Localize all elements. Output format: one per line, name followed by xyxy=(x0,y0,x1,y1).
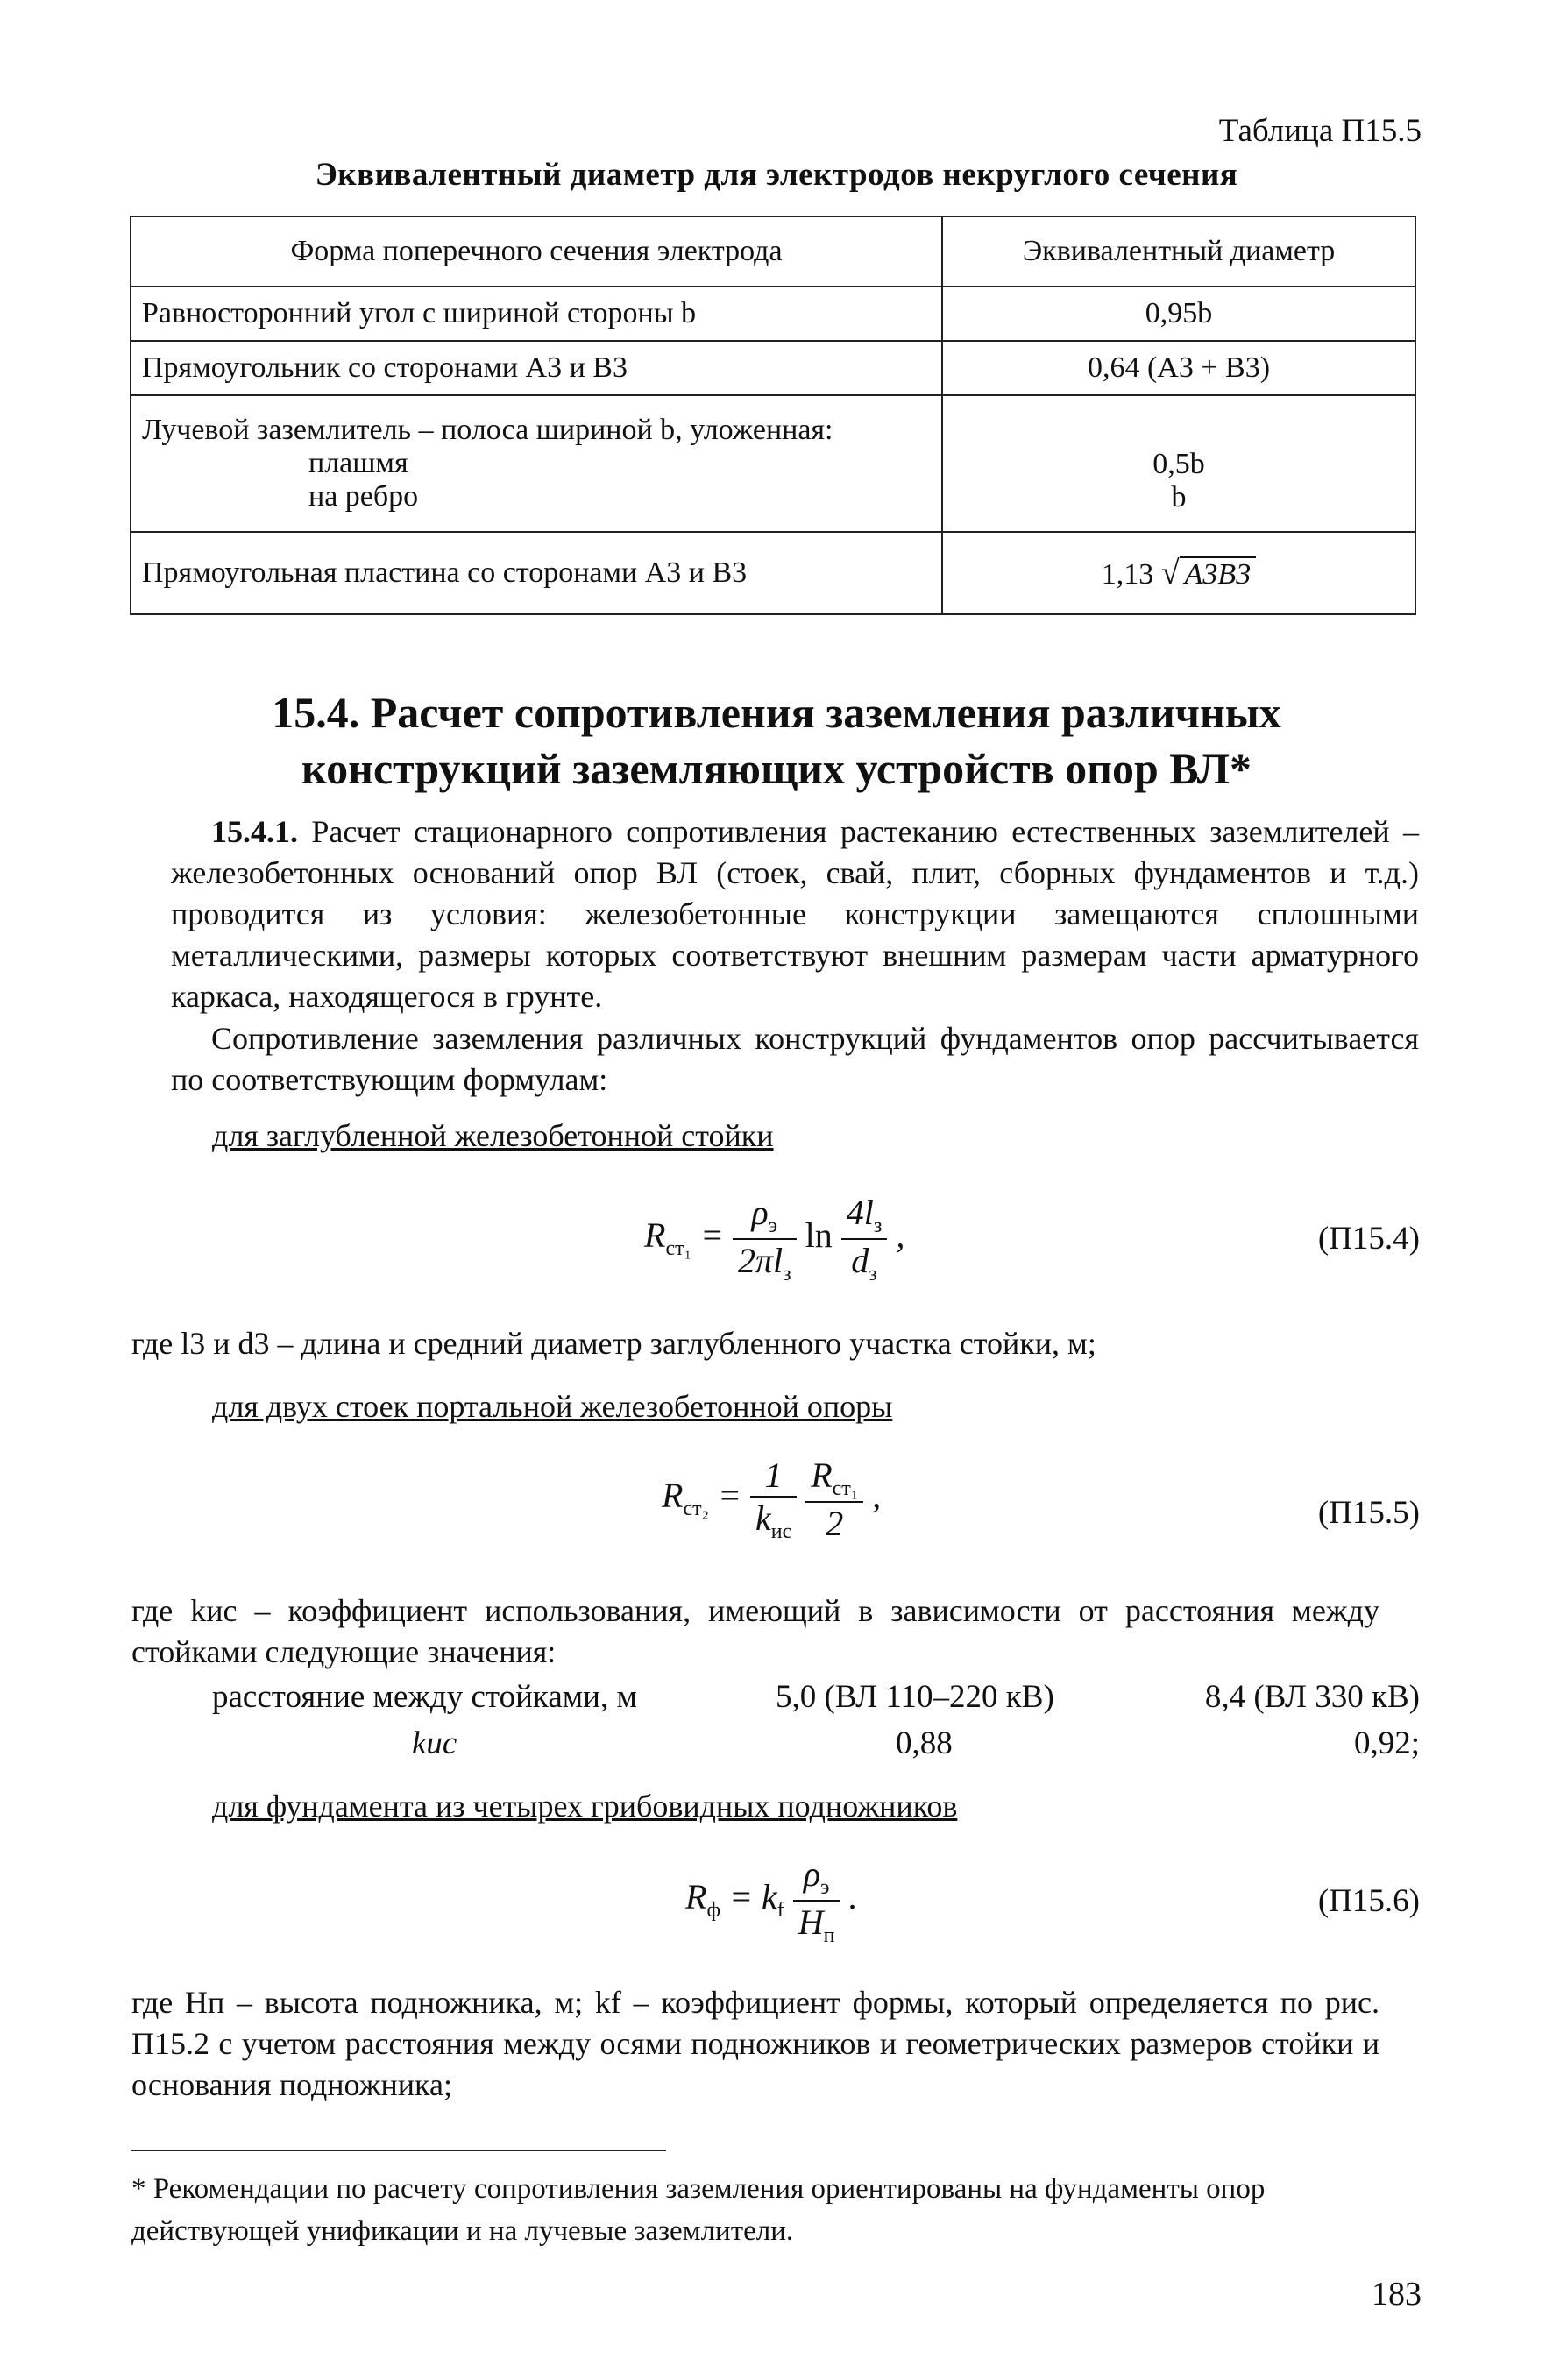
table-row xyxy=(131,287,1415,341)
table-header-diameter: Эквивалентный диаметр xyxy=(942,216,1415,287)
formula-p15-6: $R_ф = k_f$ $\frac{\rho_э}{H_п}$ . xyxy=(685,1854,858,1947)
formula-number-p15-4: (П15.4) xyxy=(1317,1221,1420,1257)
radial-electrode-label: Лучевой заземлитель – полоса шириной b, уложенная: xyxy=(142,414,833,446)
footnote: * Рекомендации по расчету сопротивления заземления ориентированы на фундаменты опор действующей унификации и на лучевые заземлители. xyxy=(131,2173,1266,2247)
paragraph-text: Расчет стационарного сопротивления растеканию естественных заземлителей – железобетонных оснований опор ВЛ (стоек, свай, плит, сборных фундаментов и т.д.) проводится из условия: железобетонные конструкции замещаются сплошными металлическими, размеры которых соответствуют внешним размерам части арматурного каркаса, находящегося в грунте. xyxy=(171,814,1419,1014)
formula-number-p15-5: (П15.5) xyxy=(1317,1495,1420,1531)
table-cell-diameter xyxy=(942,395,1415,532)
table-cell-diameter: 0,64 (A3 + B3) xyxy=(942,341,1415,395)
edge-label: на ребро xyxy=(308,480,419,513)
section-title-line2: конструкций заземляющих устройств опор ВЛ* xyxy=(301,744,1252,793)
paragraph-number: 15.4.1. xyxy=(211,814,298,849)
formula-p15-5: $R_{ст_2}$ = $\frac{1}{k_{ис}}$ $\frac{R_{ст_1}}{2}$ , xyxy=(662,1456,882,1543)
flat-value: 0,5b xyxy=(1152,448,1205,480)
where-h-kf: где Hп – высота подножника, м; kf – коэффициент формы, который определяется по рис. П15.2 с учетом расстояния между осями подножников и геометрических размеров стойки и основания подножника; xyxy=(131,1985,1379,2102)
distance-label: расстояние между стойками, м xyxy=(212,1679,637,1715)
where-k-is: где kис – коэффициент использования, имеющий в зависимости от расстояния между стойками следующие значения: xyxy=(131,1593,1379,1669)
table-row xyxy=(131,395,1415,532)
paragraph-formulas-intro: Сопротивление заземления различных конструкций фундаментов опор рассчитывается по соответствующим формулам: xyxy=(171,1021,1419,1097)
heading-portal-pole: для двух стоек портальной железобетонной опоры xyxy=(212,1389,893,1424)
page-number: 183 xyxy=(1372,2276,1422,2313)
table-header-row xyxy=(131,216,1415,287)
table-cell-shape xyxy=(131,395,942,532)
formula-p15-4: $R_{ст_1}$ = $\frac{\rho_э}{2\pi l_з}$ ln $\frac{4l_з}{d_з}$ , xyxy=(644,1193,905,1286)
table-cell-diameter: 1,13 √ A3B3 xyxy=(942,532,1415,614)
k-is-value-1: 0,88 xyxy=(896,1725,953,1761)
table-row xyxy=(131,532,1415,614)
section-title-line1: 15.4. Расчет сопротивления заземления различных xyxy=(272,688,1281,737)
table-title: Эквивалентный диаметр для электродов некруглого сечения xyxy=(315,157,1238,193)
table-cell-shape: Равносторонний угол с шириной стороны b xyxy=(131,287,942,341)
k-is-value-2: 0,92; xyxy=(1353,1725,1420,1761)
distance-value-110-220: 5,0 (ВЛ 110–220 кВ) xyxy=(776,1679,1054,1715)
paragraph-15-4-1 xyxy=(171,811,1419,1017)
formula-number-p15-6: (П15.6) xyxy=(1317,1883,1420,1919)
table-header-shape: Форма поперечного сечения электрода xyxy=(131,216,942,287)
sqrt-argument: A3B3 xyxy=(1180,556,1257,591)
table-row xyxy=(131,341,1415,395)
equivalent-diameter-table xyxy=(130,216,1416,615)
distance-value-330: 8,4 (ВЛ 330 кВ) xyxy=(1204,1679,1420,1715)
table-cell-shape: Прямоугольная пластина со сторонами A3 и B3 xyxy=(131,532,942,614)
table-number: Таблица П15.5 xyxy=(1218,113,1422,149)
table-cell-diameter: 0,95b xyxy=(942,287,1415,341)
table-cell-shape: Прямоугольник со сторонами A3 и B3 xyxy=(131,341,942,395)
heading-four-footings: для фундамента из четырех грибовидных подножников xyxy=(212,1789,958,1824)
footnote-separator xyxy=(131,2150,666,2151)
edge-value: b xyxy=(1171,481,1187,514)
flat-label: плашмя xyxy=(308,447,408,479)
k-is-label: kис xyxy=(412,1725,457,1761)
coefficient: 1,13 xyxy=(1101,558,1154,591)
where-l-d: где l3 и d3 – длина и средний диаметр заглубленного участка стойки, м; xyxy=(131,1326,1096,1361)
heading-single-pole: для заглубленной железобетонной стойки xyxy=(212,1118,774,1153)
